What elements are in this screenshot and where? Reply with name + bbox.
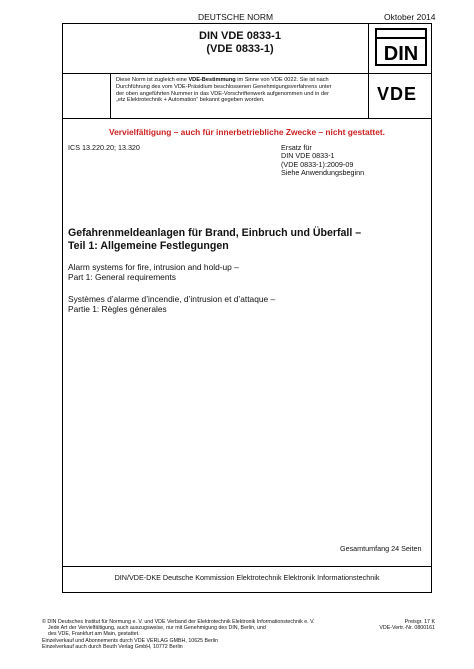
- din-logo: [375, 28, 427, 66]
- footer-copyright: [42, 619, 372, 650]
- replacement-line-3: (VDE 0833-1):2009-09: [281, 159, 354, 169]
- sales-line-2: Einzelverkauf auch durch Beuth Verlag GmbH, 10772 Berlin: [42, 643, 183, 650]
- divider-committee: [62, 566, 432, 567]
- replacement-line-2: DIN VDE 0833-1: [281, 151, 335, 161]
- title-french-line-2: Partie 1: Règles génerales: [68, 304, 167, 314]
- replacement-line-4: Siehe Anwendungsbeginn: [281, 168, 365, 178]
- divider-notice: [62, 118, 432, 119]
- copyright-line-1: © DIN Deutsches Institut für Normung e. V. und VDE Verband der Elektrotechnik Elektronik Informationstechnik e. V.: [42, 619, 315, 625]
- price-group: Preisgr. 17 K: [404, 619, 435, 625]
- title-german-line-1: Gefahrenmeldeanlagen für Brand, Einbruch und Überfall –: [68, 227, 362, 239]
- vde-logo: VDE: [377, 84, 418, 104]
- logo-column-border: [368, 23, 369, 118]
- title-english-line-1: Alarm systems for fire, intrusion and hold-up –: [68, 262, 239, 272]
- vde-notice: [116, 77, 366, 104]
- order-number: VDE-Vertr.-Nr. 0800161: [379, 625, 435, 632]
- standard-number: DIN VDE 0833-1: [199, 30, 281, 42]
- replacement-line-1: Ersatz für: [281, 143, 312, 152]
- din-logo-text: DIN: [383, 43, 419, 65]
- publication-date: Oktober 2014: [384, 12, 436, 22]
- reproduction-warning: Vervielfältigung – auch für innerbetriebliche Zwecke – nicht gestattet.: [109, 127, 385, 137]
- notice-line-2: Durchführung des vom VDE-Präsidium beschlossenen Genehmigungsverfahrens unter: [116, 83, 332, 90]
- notice-left-border: [110, 73, 111, 118]
- norm-type-label: DEUTSCHE NORM: [198, 12, 274, 22]
- footer-order-info: [375, 619, 435, 631]
- divider-identifier: [62, 73, 432, 74]
- replacement-info: [281, 144, 364, 178]
- ics-code: ICS 13.220.20; 13.320: [68, 143, 140, 152]
- copyright-line-3: des VDE, Frankfurt am Main, gestattet.: [48, 631, 140, 638]
- title-french-line-1: Systèmes d’alarme d’incendie, d’intrusion et d’attaque –: [68, 294, 276, 304]
- title-french: [68, 294, 428, 314]
- notice-line-4: „etz Elektrotechnik + Automation“ bekannt gegeben worden.: [116, 97, 265, 104]
- title-german-line-2: Teil 1: Allgemeine Festlegungen: [68, 240, 229, 252]
- notice-line-3: der oben angeführten Nummer in das VDE-Vorschriftenwerk aufgenommen und in der: [116, 90, 329, 97]
- total-pages: Gesamtumfang 24 Seiten: [340, 544, 422, 553]
- committee-name: DIN/VDE-DKE Deutsche Kommission Elektrotechnik Elektronik Informationstechnik: [114, 573, 380, 582]
- title-english-line-2: Part 1: General requirements: [68, 272, 176, 282]
- sales-line-1: Einzelverkauf und Abonnements durch VDE VERLAG GMBH, 10625 Berlin: [42, 637, 219, 644]
- copyright-line-2: Jede Art der Vervielfältigung, auch auszugsweise, nur mit Genehmigung des DIN, Berlin, und: [48, 625, 266, 632]
- title-english: [68, 262, 428, 282]
- vde-classification: (VDE 0833-1): [206, 43, 274, 55]
- notice-line-1: Diese Norm ist zugleich eine VDE-Bestimmung im Sinne von VDE 0022. Sie ist nach: [116, 77, 329, 83]
- title-german: [68, 227, 428, 253]
